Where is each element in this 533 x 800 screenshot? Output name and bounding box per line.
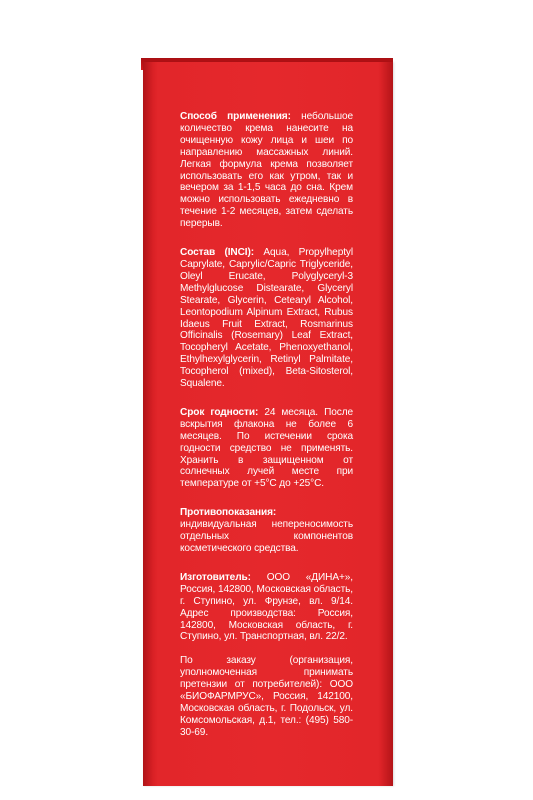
contraindications-section xyxy=(180,507,353,555)
box-left-fold-shade xyxy=(143,62,153,786)
box-right-fold-shade xyxy=(380,62,393,786)
label-text-panel xyxy=(180,111,353,751)
usage-body: небольшое количество крема нанесите на очищенную кожу лица и шеи по направлению массажных линий. Легкая формула крема позволяет использовать его как утром, так и вечером за 1-1,5 часа до сна. Крем можно использовать ежедневно в течение 1-2 месяцев, затем сделать перерыв. xyxy=(180,111,353,230)
ingredients-heading: Состав (INCI): xyxy=(180,247,264,259)
order-note: По заказу (организация, уполномоченная принимать претензии от потребителей): ООО «БИОФАРМРУС», Россия, 142100, Московская область, г. Подольск, ул. Комсомольская, д.1, тел.: (495) 580-30-69. xyxy=(180,655,353,738)
usage-heading: Способ применения: xyxy=(180,111,302,122)
shelf-life-body: 24 месяца. После вскрытия флакона не более 6 месяцев. По истечении срока годности средство не применять. Хранить в защищенном от солнечных лучей месте при температуре от +5°С до +25°С. xyxy=(180,406,353,490)
contraindications-body: индивидуальная непереносимость отдельных компонентов косметического средства. xyxy=(180,519,353,554)
contraindications-heading: Противопоказания: xyxy=(180,507,277,519)
usage-section xyxy=(180,111,353,230)
manufacturer-body: ООО «ДИНА+», Россия, 142800, Московская область, г. Ступино, ул. Фрунзе, вл. 9/14. Адрес производства: Россия, 142800, Московская область, г. Ступино, ул. Транспортная, вл. 22/2. xyxy=(180,571,353,643)
manufacturer-heading: Изготовитель: xyxy=(180,571,267,583)
ingredients-section xyxy=(180,247,353,390)
shelf-life-section xyxy=(180,407,353,490)
ingredients-body: Aqua, Propylheptyl Caprylate, Caprylic/Capric Triglyceride, Oleyl Erucate, Polyglyceryl-3 Methylglucose Distearate, Glyceryl Stearate, Glycerin, Cetearyl Alcohol, Leontopodium Alpinum Extract, Rubus Idaeus Fruit Extract, Rosmarinus Officinalis (Rosemary) Leaf Extract, Tocopheryl Acetate, Phenoxyethanol, Ethylhexylglycerin, Retinyl Palmitate, Tocopherol (mixed), Beta-Sitosterol, Squalene. xyxy=(180,247,353,390)
shelf-life-heading: Срок годности: xyxy=(180,406,265,418)
manufacturer-section xyxy=(180,572,353,643)
